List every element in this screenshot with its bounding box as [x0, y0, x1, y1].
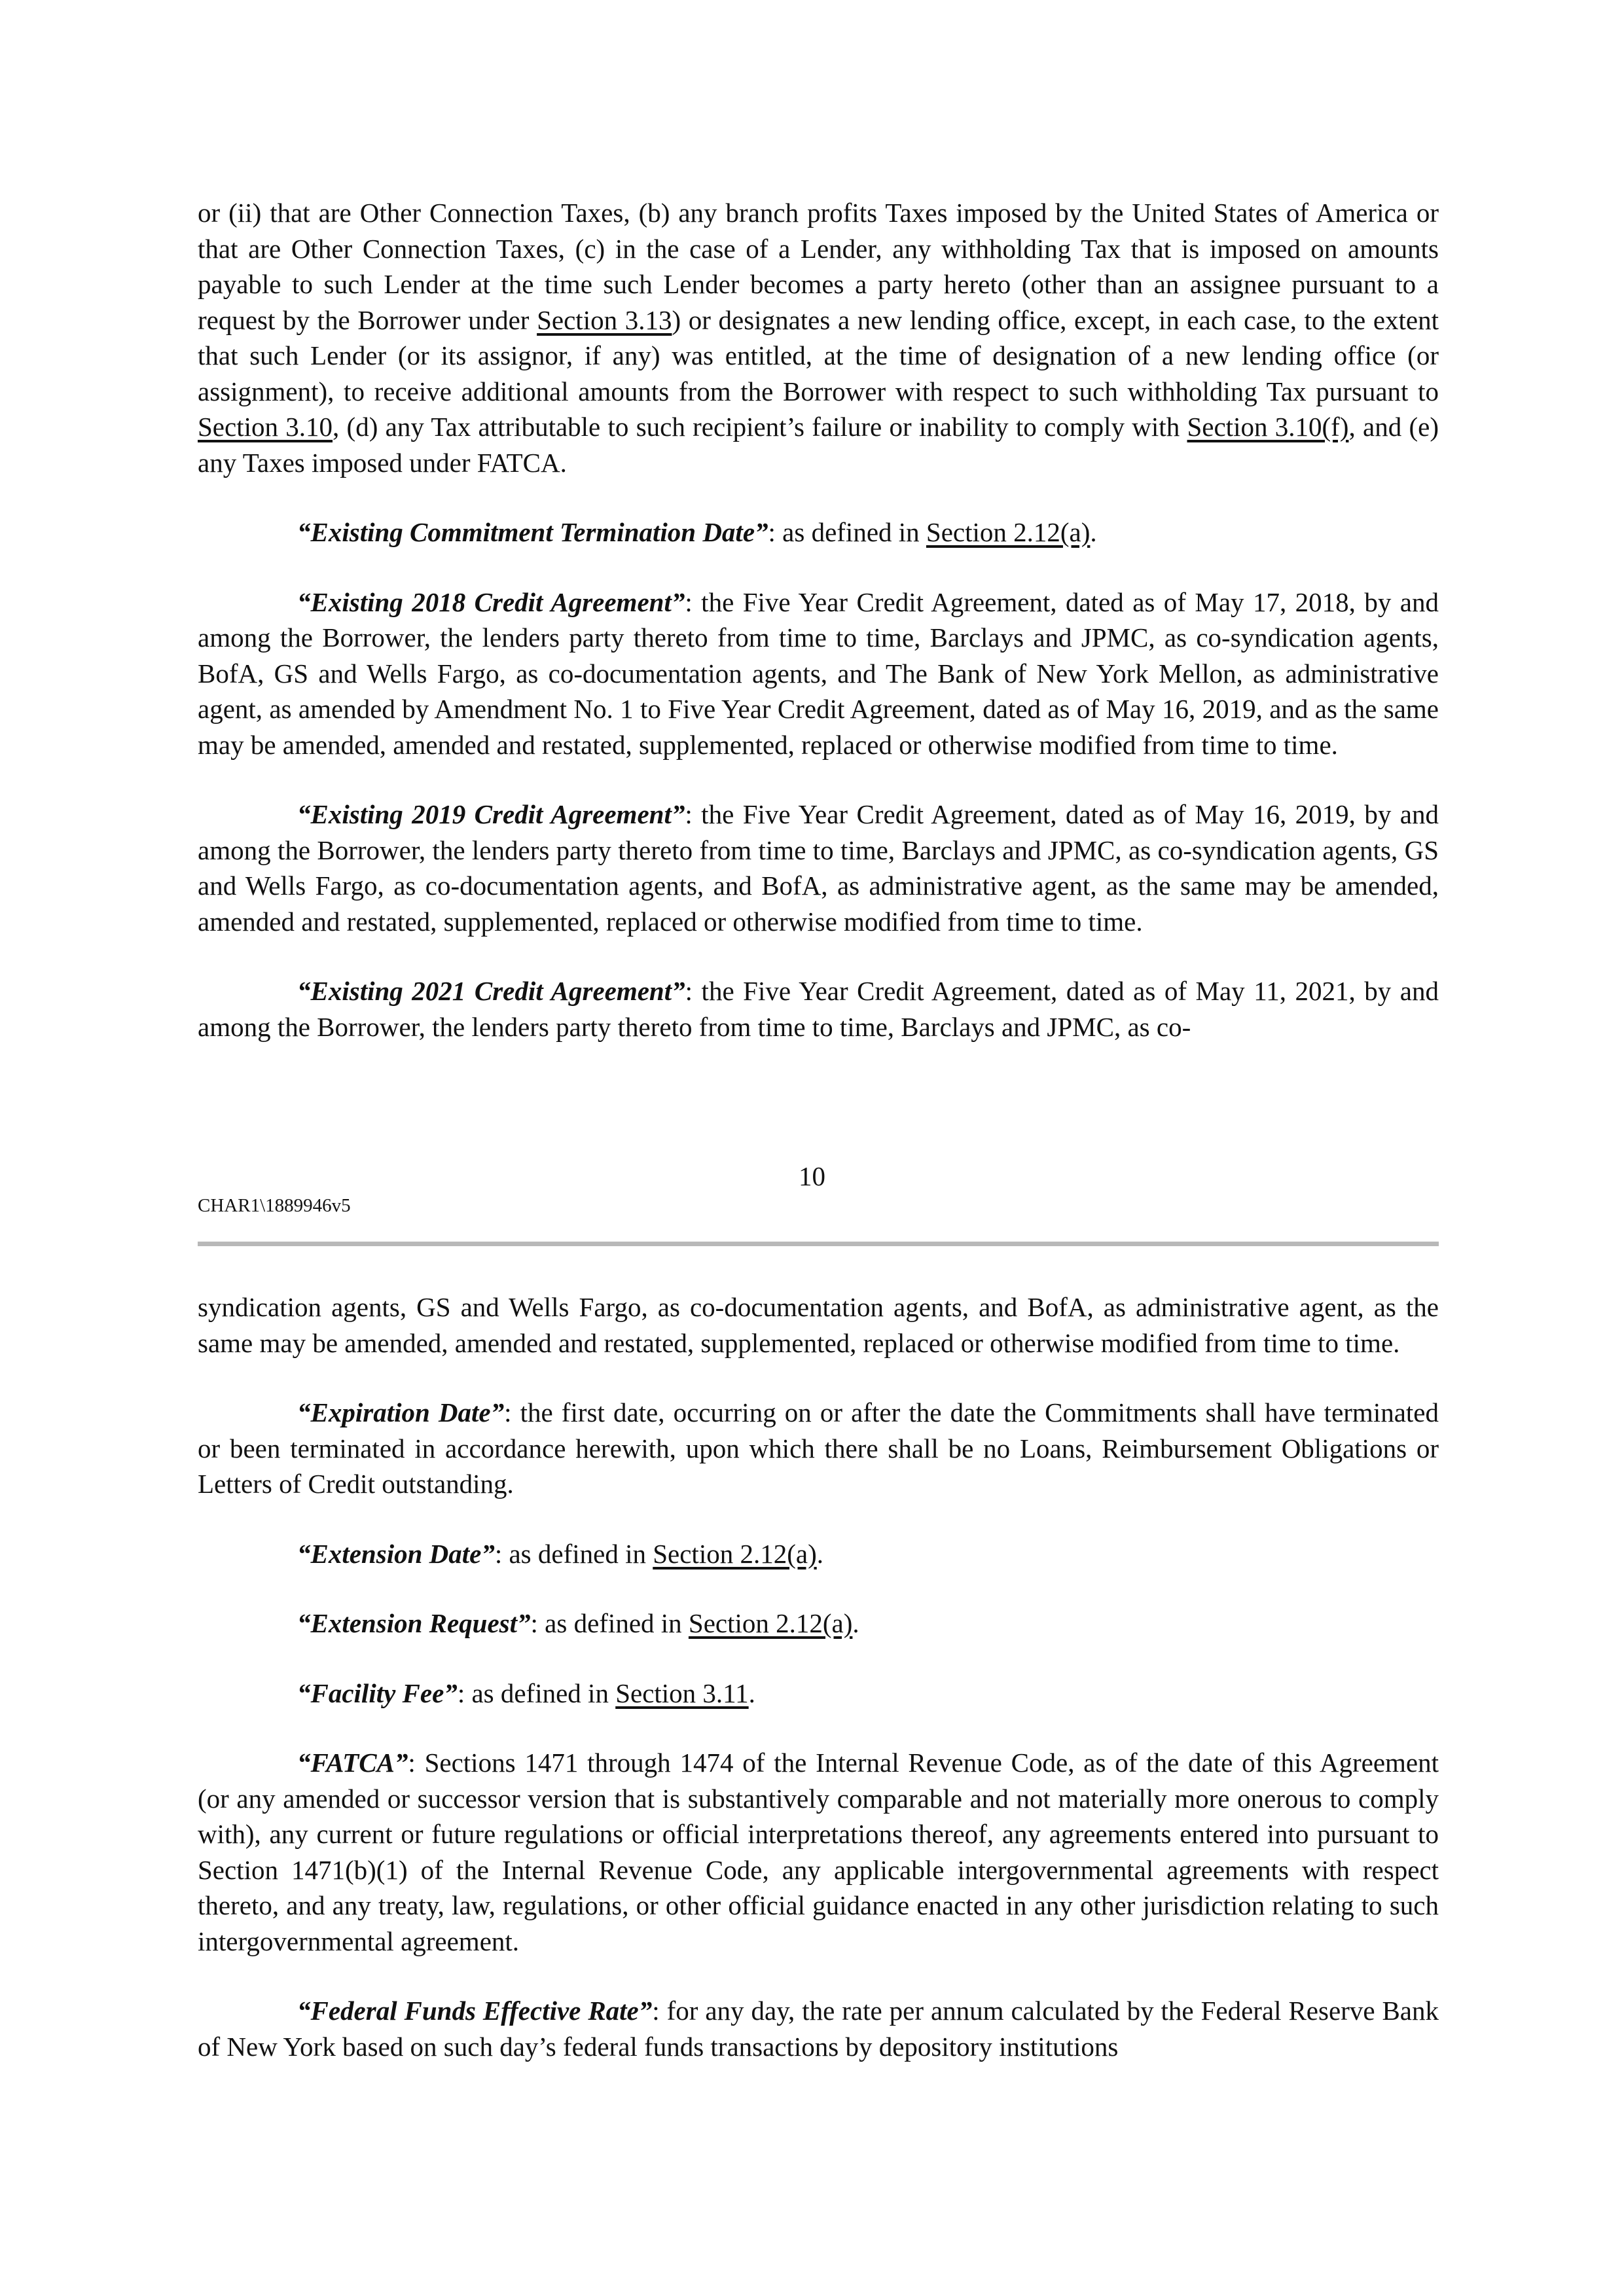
section-reference: Section 2.12(a) — [688, 1608, 853, 1638]
defined-term: “Expiration Date” — [297, 1397, 505, 1427]
section-reference: Section 3.13 — [537, 304, 672, 335]
definition-text: : as defined in — [494, 1538, 653, 1569]
defined-term: “Existing 2021 Credit Agreement” — [297, 976, 685, 1006]
page-number: 10 — [799, 1161, 825, 1191]
definition-text: : Sections 1471 through 1474 of the Internal Revenue Code, as of the date of this Agreement (or any amended or successor version that is substantively comparable and not materially more onerous to comply with), any current or future regulations or official interpretations thereof, any agreements entered into pursuant to Section 1471(b)(1) of the Internal Revenue Code, any applicable intergovernmental agreements with respect thereto, and any treaty, law, regulations, or other official guidance enacted in any other jurisdiction relating to such intergovernmental agreement. — [198, 1748, 1439, 1956]
text-run: , (d) any Tax attributable to such recipient’s failure or inability to comply with — [333, 412, 1187, 442]
definition-federal-funds-effective-rate — [198, 1993, 1439, 2064]
definition-expiration-date — [198, 1395, 1439, 1502]
text-run: , and (e) any Taxes imposed under FATCA. — [198, 412, 1439, 478]
text-run: or (ii) that are Other Connection Taxes, (b) any branch profits Taxes imposed by the United States of America or that are Other Connection Taxes, (c) in the case of a Lender, any withholding Tax that is imposed on amounts payable to such Lender at the time such Lender becomes a party hereto (other than an assignee pursuant to a request by the Borrower under — [198, 198, 1439, 335]
text-run: . — [816, 1538, 823, 1569]
section-reference: Section 2.12(a) — [926, 517, 1091, 547]
text-run: . — [748, 1677, 755, 1708]
definition-text: : as defined in — [530, 1608, 689, 1638]
definition-existing-commitment-termination-date — [198, 514, 1439, 550]
section-reference: Section 3.10(f) — [1187, 412, 1349, 442]
definition-facility-fee — [198, 1676, 1439, 1712]
text-run: . — [852, 1608, 859, 1638]
definition-continuation-excluded-taxes — [198, 195, 1439, 480]
document-id: CHAR1\1889946v5 — [198, 1195, 351, 1216]
defined-term: “Federal Funds Effective Rate” — [297, 1996, 653, 2026]
definition-fatca — [198, 1745, 1439, 1959]
definition-text: : the Five Year Credit Agreement, dated as of May 16, 2019, by and among the Borrower, the lenders party thereto from time to time, Barclays and JPMC, as co-syndication agents, GS and Wells Fargo, as co-documentation agents, and BofA, as administrative agent, as the same may be amended, amended and restated, supplemented, replaced or otherwise modified from time to time. — [198, 799, 1439, 937]
page-11-body — [198, 1289, 1439, 2098]
definition-text: : the first date, occurring on or after the date the Commitments shall have terminated or been terminated in accordance herewith, upon which there shall be no Loans, Reimbursement Obligations or Letters of Credit outstanding. — [198, 1397, 1439, 1499]
defined-term: “Facility Fee” — [297, 1677, 458, 1708]
section-reference: Section 3.10 — [198, 412, 333, 442]
defined-term: “Extension Request” — [297, 1608, 531, 1638]
definition-text: : the Five Year Credit Agreement, dated as of May 11, 2021, by and among the Borrower, the lenders party thereto from time to time, Barclays and JPMC, as co- — [198, 976, 1439, 1042]
definition-text: : as defined in — [457, 1677, 616, 1708]
text-run: ) or designates a new lending office, except, in each case, to the extent that such Lender (or its assignor, if any) was entitled, at the time of designation of a new lending office (or assignment), to receive additional amounts from the Borrower with respect to such withholding Tax pursuant to — [198, 304, 1439, 406]
defined-term: “FATCA” — [297, 1748, 408, 1778]
definition-existing-2021-credit-agreement — [198, 973, 1439, 1045]
definition-extension-request — [198, 1605, 1439, 1641]
definition-existing-2018-credit-agreement — [198, 584, 1439, 763]
defined-term: “Extension Date” — [297, 1538, 495, 1569]
definition-text: : as defined in — [768, 517, 926, 547]
definition-existing-2019-credit-agreement — [198, 797, 1439, 939]
definition-text: : for any day, the rate per annum calculated by the Federal Reserve Bank of New York based on such day’s federal funds transactions by depository institutions — [198, 1996, 1439, 2062]
text-run: syndication agents, GS and Wells Fargo, as co-documentation agents, and BofA, as administrative agent, as the same may be amended, amended and restated, supplemented, replaced or otherwise modified from time to time. — [198, 1292, 1439, 1358]
definition-text: : the Five Year Credit Agreement, dated as of May 17, 2018, by and among the Borrower, the lenders party thereto from time to time, Barclays and JPMC, as co-syndication agents, BofA, GS and Wells Fargo, as co-documentation agents, and The Bank of New York Mellon, as administrative agent, as amended by Amendment No. 1 to Five Year Credit Agreement, dated as of May 16, 2019, and as the same may be amended, amended and restated, supplemented, replaced or otherwise modified from time to time. — [198, 586, 1439, 760]
definition-extension-date — [198, 1536, 1439, 1572]
defined-term: “Existing 2019 Credit Agreement” — [297, 799, 685, 829]
text-run: . — [1090, 517, 1097, 547]
defined-term: “Existing 2018 Credit Agreement” — [297, 586, 685, 617]
section-reference: Section 2.12(a) — [653, 1538, 817, 1569]
section-reference: Section 3.11 — [615, 1677, 749, 1708]
page-break-divider — [198, 1242, 1439, 1246]
page-10-body — [198, 195, 1439, 1079]
defined-term: “Existing Commitment Termination Date” — [297, 517, 768, 547]
definition-continuation-existing-2021-credit-agreement — [198, 1289, 1439, 1361]
